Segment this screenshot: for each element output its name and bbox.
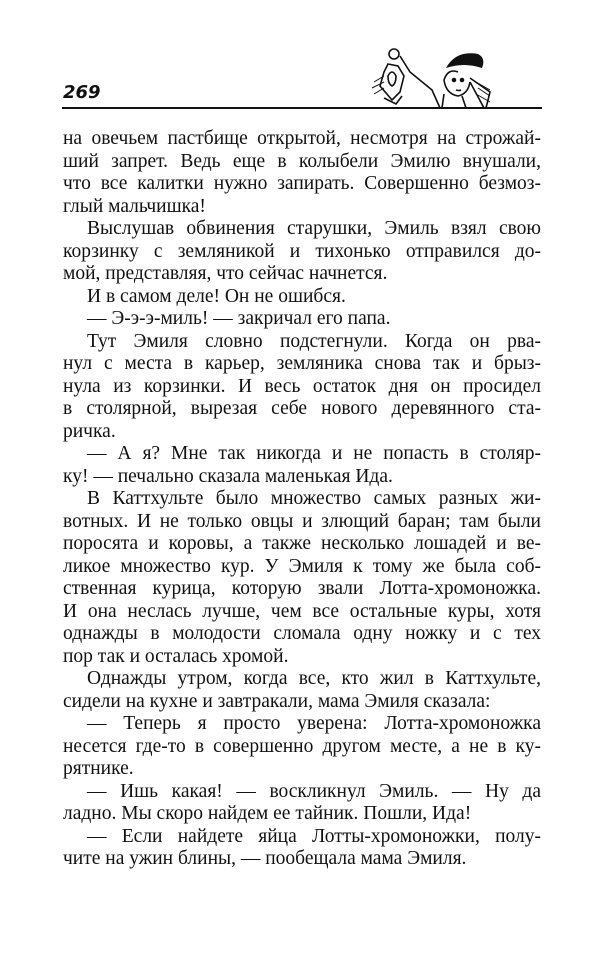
text-line: ладно. Мы скоро найдем ее тайник. Пошли, Ида!: [63, 803, 472, 824]
text-line: на овечьем пастбище открытой, несмотря на строжай-: [63, 128, 541, 149]
text-line: — Э-э-э-миль! — закричал его папа.: [87, 308, 391, 329]
text-line: рятнике.: [63, 758, 134, 779]
boy-with-lantern-illustration: [370, 42, 540, 108]
text-line: Тут Эмиля словно подстегнули. Когда он рва-: [87, 330, 541, 352]
text-line: — Ишь какая! — воскликнул Эмиль. — Ну да: [87, 780, 541, 802]
text-line: ку! — печально сказала маленькая Ида.: [63, 465, 393, 487]
body-text: [63, 128, 541, 871]
text-line: сидели на кухне и завтракали, мама Эмиля сказала:: [63, 690, 491, 712]
text-line: И она неслась лучше, чем все остальные куры, хотя: [63, 600, 541, 622]
text-line: — А я? Мне так никогда и не попасть в столяр-: [87, 443, 541, 464]
text-line: мой, представляя, что сейчас начнется.: [63, 263, 388, 284]
text-line: ший запрет. Ведь еще в колыбели Эмилю внушали,: [63, 150, 541, 172]
text-line: Однажды утром, когда все, кто жил в Каттхульте,: [87, 668, 541, 689]
text-line: нула из корзинки. И весь остаток дня он просидел: [63, 375, 541, 397]
text-line: нул с места в карьер, земляника снова так и брыз-: [63, 353, 541, 374]
text-line: глый мальчишка!: [63, 195, 206, 217]
header-rule: [62, 107, 542, 109]
text-line: чите на ужин блины, — пообещала мама Эмиля.: [63, 848, 467, 869]
text-line: пор так и осталась хромой.: [63, 645, 289, 667]
text-line: ричка.: [63, 420, 116, 442]
text-line: корзинку с земляникой и тихонько отправился до-: [63, 240, 541, 262]
text-line: ственная курица, которую звали Лотта-хромоножка.: [63, 578, 541, 599]
text-line: В Каттхульте было множество самых разных жи-: [87, 488, 541, 509]
text-line: ликое множество кур. У Эмиля к тому же была соб-: [63, 555, 541, 577]
text-line: в столярной, вырезая себе нового деревянного ста-: [63, 398, 541, 419]
page-number: 269: [63, 82, 101, 103]
text-line: И в самом деле! Он не ошибся.: [87, 285, 346, 307]
text-line: — Если найдете яйца Лотты-хромоножки, полу-: [87, 825, 541, 847]
text-line: несется где-то в совершенно другом месте, а не в ку-: [63, 735, 541, 757]
text-line: Выслушав обвинения старушки, Эмиль взял свою: [87, 218, 541, 239]
text-line: — Теперь я просто уверена: Лотта-хромоножка: [87, 713, 541, 734]
text-line: что все калитки нужно запирать. Совершенно безмоз-: [63, 173, 541, 194]
text-line: поросята и коровы, а также несколько лошадей и ве-: [63, 533, 541, 554]
text-line: вотных. И не только овцы и злющий баран; там были: [63, 510, 541, 532]
text-line: однажды в молодости сломала одну ножку и с тех: [63, 623, 541, 644]
